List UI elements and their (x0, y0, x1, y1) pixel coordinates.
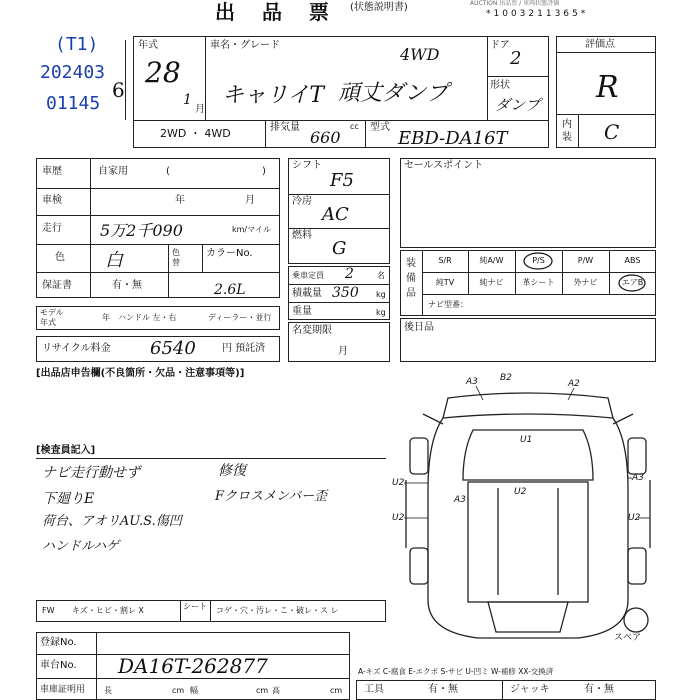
displacement-value: 660 (310, 128, 341, 147)
recycle-unit: 円 預託済 (222, 343, 266, 354)
mark-right-u2: U2 (628, 513, 641, 523)
cert-length: 長 (104, 686, 112, 695)
rear-gate (488, 602, 568, 632)
sales-point-label: セールスポイント (404, 160, 484, 171)
fw-codes: キズ・ヒビ・割レ X (72, 606, 144, 615)
door-label: ドア (490, 40, 510, 51)
body-outline (428, 418, 628, 638)
jack-value: 有・無 (584, 684, 614, 695)
equip-item-tv: 純TV (435, 278, 455, 287)
shift-label: シフト (292, 160, 322, 171)
drive-written: 4WD (400, 45, 440, 64)
drive-option: 2WD ・ 4WD (160, 127, 231, 140)
car-diagram (388, 370, 668, 650)
mark-front-a3: A3 (466, 377, 478, 387)
equip-item-ps: P/S (532, 256, 545, 265)
load-value: 350 (332, 285, 359, 301)
spare-label: スペア (614, 633, 642, 643)
cert-width-unit: cm (256, 686, 269, 695)
model-year-label: モデル年式 (40, 308, 64, 327)
shape-label: 形状 (490, 80, 510, 91)
mark-left-u2-top: U2 (392, 478, 405, 488)
airbag-circle-mark (619, 275, 645, 291)
handle-label: ハンドル 左・右 (118, 313, 177, 322)
retrofit-label: 後日品 (404, 322, 434, 333)
equipment-label: 装備品 (406, 258, 416, 299)
month-value: 1 (183, 92, 192, 108)
inspector-note-right-2: Fクロスメンバー歪 (215, 489, 328, 504)
tool-label: 工具 (364, 684, 384, 695)
chassis-label: 車台No. (40, 660, 77, 671)
wheel-fl (410, 438, 428, 474)
year-label: 年式 (138, 40, 158, 51)
equip-item-airbag: エアB (621, 278, 644, 287)
cert-height-unit: cm (330, 686, 343, 695)
name-change-unit: 月 (338, 346, 348, 357)
reg-no-label: 登録No. (40, 637, 77, 648)
equip-item-navi: 純ナビ (479, 278, 504, 287)
vehicle-grade: 頑丈ダンプ (338, 81, 449, 106)
equip-item-sr: S/R (438, 256, 452, 265)
jack-label: ジャッキ (510, 684, 550, 695)
mark-right-a3: A3 (632, 473, 644, 483)
inspector-notes-label: [検査員記入] (36, 445, 96, 456)
navi-model-label: ナビ型番： (428, 300, 468, 309)
equip-item-aw: 純A/W (479, 256, 504, 265)
name-change-label: 名変期限 (292, 325, 332, 336)
rating-score: R (596, 70, 619, 105)
cert-width: 幅 (190, 686, 198, 695)
header-top-small: AUCTION 出品票 / 車両状態評価 (470, 0, 560, 7)
ac-label: 冷房 (292, 196, 312, 207)
recycle-amount: 6540 (150, 338, 196, 359)
cert-label: 車庫証明用 (40, 685, 86, 695)
equip-item-pw: P/W (577, 256, 594, 265)
wheel-fr (628, 438, 646, 474)
name-label: 車名・グレード (210, 40, 280, 51)
equip-item-ext-navi: 外ナビ (573, 278, 598, 287)
extra-note: 2.6L (214, 282, 246, 298)
inspection-year-unit: 年 (175, 195, 185, 206)
ps-circle-mark (524, 253, 552, 269)
weight-unit: kg (376, 308, 386, 317)
cargo-bed (468, 482, 588, 602)
warranty-value: 有・無 (112, 280, 142, 291)
front-bumper (443, 393, 613, 418)
stamp-number: 01145 (46, 93, 101, 114)
mark-cab-u1: U1 (520, 435, 533, 445)
inspection-label: 車検 (42, 195, 62, 206)
fuel-value: G (332, 238, 347, 259)
load-unit: kg (376, 290, 386, 299)
wheel-rl (410, 548, 428, 584)
stamp-divider (125, 40, 126, 120)
tool-value: 有・無 (428, 684, 458, 695)
page-title: 出 品 票 (215, 0, 339, 24)
damage-legend: A-キズ C-腐食 E-エクボ S-サビ U-凹ミ W-補修 XX-交換済 (358, 667, 554, 676)
inspector-note-2: 下廻りE (42, 491, 95, 507)
inspector-note-1: ナビ走行動せず (42, 465, 140, 481)
spare-wheel (624, 608, 648, 632)
capacity-unit: 名 (377, 271, 385, 280)
shape-value: ダンプ (495, 96, 541, 114)
year-value: 28 (145, 56, 181, 89)
warranty-label: 保証書 (42, 280, 72, 291)
cert-length-unit: cm (172, 686, 185, 695)
page-subtitle: (状態説明書) (350, 2, 408, 13)
color-no-label: カラーNo. (206, 248, 253, 259)
interior-value: C (604, 120, 620, 144)
mileage-value: 5万2千090 (100, 221, 183, 240)
seat-codes: コゲ・穴・汚レ・こ・破レ・ス レ (216, 606, 339, 615)
model-label: 型式 (370, 122, 390, 133)
stamp-lane: (T1) (55, 34, 99, 55)
mark-front-a2: A2 (568, 379, 580, 389)
inspector-note-4: ハンドルハゲ (42, 539, 120, 554)
barcode-number: *1003211365* (486, 9, 589, 19)
wheel-rr (628, 548, 646, 584)
ac-value: AC (322, 204, 349, 225)
stamp-date: 202403 (40, 62, 106, 83)
model-value: EBD-DA16T (398, 128, 508, 149)
shift-value: F5 (330, 170, 354, 191)
km-unit: km/マイル (232, 225, 271, 234)
dealer-label: ディーラー・並行 (208, 313, 272, 322)
mark-bed-u2: U2 (514, 487, 527, 497)
chassis-value: DA16T-262877 (118, 654, 268, 678)
recycle-label: リサイクル料金 (42, 343, 111, 354)
seat-label: シート (183, 602, 207, 611)
capacity-label: 乗車定員 (292, 271, 324, 280)
cert-height: 高 (272, 686, 280, 695)
inspector-note-3: 荷台、アオリAU.S.傷凹 (42, 514, 182, 529)
vehicle-name: キャリイT (222, 83, 325, 108)
fw-label: FW (42, 606, 55, 615)
color-change-label: 色替 (172, 248, 180, 267)
cc-unit: cc (350, 122, 359, 131)
door-value: 2 (510, 48, 522, 69)
rating-label: 評価点 (585, 39, 615, 50)
stamp-suffix: 6 (112, 78, 125, 102)
history-label: 車歴 (42, 166, 62, 177)
color-value: 白 (105, 250, 123, 271)
weight-label: 重量 (292, 306, 312, 317)
displacement-label: 排気量 (270, 122, 300, 133)
capacity-value: 2 (345, 266, 354, 282)
retrofit-box (400, 318, 656, 362)
inspector-note-right-1: 修復 (218, 463, 246, 479)
mark-left-u2-bottom: U2 (392, 513, 405, 523)
mileage-label: 走行 (42, 223, 62, 234)
inspection-month-unit: 月 (245, 195, 255, 206)
mark-bed-a3: A3 (454, 495, 466, 505)
history-value: 自家用 (98, 166, 128, 177)
interior-label: 内装 (562, 119, 572, 143)
color-label: 色 (55, 252, 65, 263)
mark-front-b2: B2 (500, 373, 512, 383)
equip-item-abs: ABS (624, 256, 641, 265)
fuel-label: 燃料 (292, 230, 312, 241)
equip-item-leather: 革シート (522, 278, 555, 287)
seller-notes-label: [出品店申告欄(不良箇所・欠品・注意事項等)] (36, 368, 245, 379)
month-unit: 月 (195, 104, 205, 115)
load-label: 積載量 (292, 288, 322, 299)
